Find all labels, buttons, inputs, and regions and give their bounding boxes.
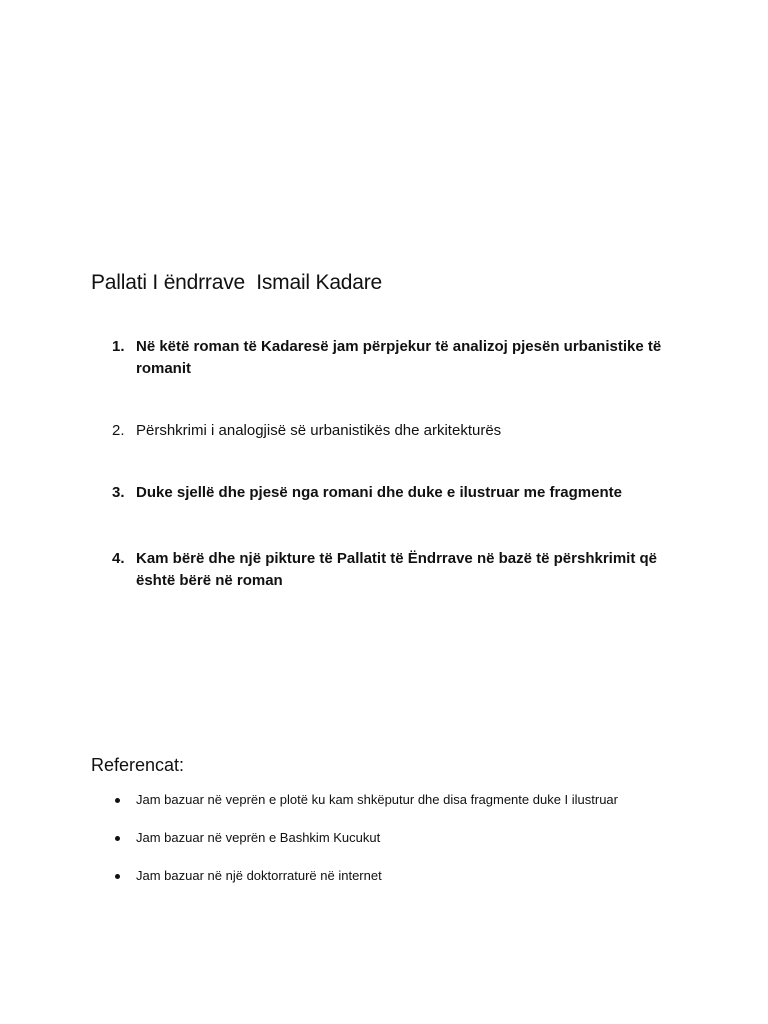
list-item-number: 3.	[112, 484, 125, 501]
list-item-number: 4.	[112, 550, 125, 567]
list-item-number: 2.	[112, 422, 125, 439]
bullet-icon	[115, 836, 120, 841]
references-heading: Referencat:	[91, 754, 185, 775]
list-item	[112, 482, 692, 504]
list-item	[112, 548, 692, 592]
list-item	[112, 336, 692, 380]
document-title: Pallati I ëndrrave Ismail Kadare	[91, 271, 383, 295]
list-item-text: Përshkrimi i analogjisë së urbanistikës dhe arkitekturës	[136, 422, 502, 439]
list-item-text: Në këtë roman të Kadaresë jam përpjekur të analizoj pjesën urbanistike të romanit	[136, 338, 662, 377]
reference-text: Jam bazuar në një doktorraturë në internet	[136, 868, 382, 883]
bullet-icon	[115, 798, 120, 803]
list-item-number: 1.	[112, 338, 125, 355]
reference-item	[112, 828, 380, 848]
reference-text: Jam bazuar në veprën e Bashkim Kucukut	[136, 830, 381, 845]
reference-item	[112, 866, 382, 886]
list-item-text: Kam bërë dhe një pikture të Pallatit të Ëndrrave në bazë të përshkrimit që është bërë në roman	[136, 550, 658, 589]
bullet-icon	[115, 874, 120, 879]
reference-item	[112, 790, 618, 810]
reference-text: Jam bazuar në veprën e plotë ku kam shkëputur dhe disa fragmente duke I ilustruar	[136, 792, 618, 807]
list-item-text: Duke sjellë dhe pjesë nga romani dhe duke e ilustruar me fragmente	[136, 484, 622, 501]
list-item	[112, 420, 692, 442]
